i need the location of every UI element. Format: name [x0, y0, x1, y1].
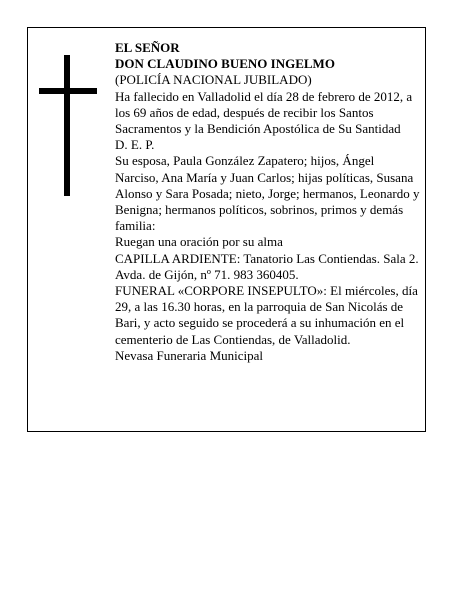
family-list: Su esposa, Paula González Zapatero; hijos, Ángel Narciso, Ana María y Juan Carlos; hijas políticas, Susana Alonso y Sara Posada; nieto, Jorge; hermanos, Leonardo y Benigna; hermanos políticos, sobrinos, primos y demás familia:	[115, 153, 420, 234]
obituary-title: EL SEÑOR	[115, 40, 180, 55]
funeral-info: FUNERAL «CORPORE INSEPULTO»: El miércoles, día 29, a las 16.30 horas, en la parroquia de San Nicolás de Bari, y acto seguido se procederá a su inhumación en el cementerio de Las Contiendas, de Valladolid.	[115, 283, 418, 347]
cross-icon	[39, 55, 97, 196]
obituary-text	[115, 40, 420, 364]
deceased-name: DON CLAUDINO BUENO INGELMO	[115, 56, 335, 72]
deceased-occupation: (POLICÍA NACIONAL JUBILADO)	[115, 72, 312, 88]
death-notice: Ha fallecido en Valladolid el día 28 de febrero de 2012, a los 69 años de edad, después de recibir los Santos Sacramentos y la Bendición Apostólica de Su Santidad	[115, 88, 413, 137]
rip-text: D. E. P.	[115, 137, 155, 153]
chapel-info: CAPILLA ARDIENTE: Tanatorio Las Contiendas. Sala 2. Avda. de Gijón, nº 71. 983 360405.	[115, 250, 419, 282]
obituary-notice	[27, 27, 426, 432]
prayer-request: Ruegan una oración por su alma	[115, 234, 283, 250]
funeral-home: Nevasa Funeraria Municipal	[115, 347, 264, 363]
